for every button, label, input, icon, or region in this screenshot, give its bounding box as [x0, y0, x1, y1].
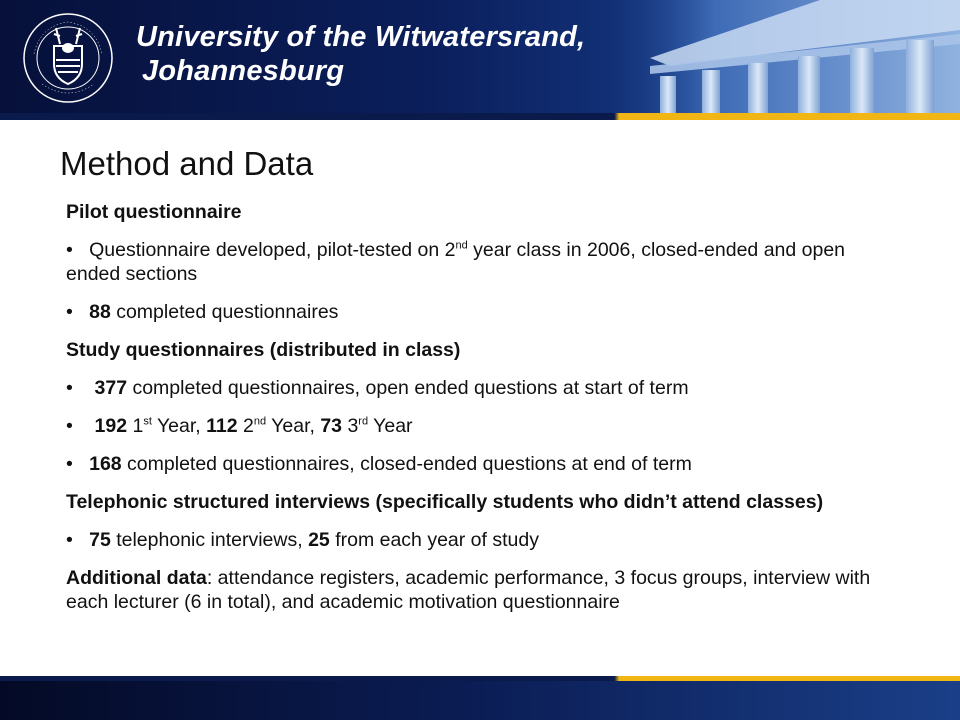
- university-name-line1: University of the Witwatersrand,: [136, 21, 586, 53]
- university-name: [136, 20, 585, 88]
- list-item: • 377 completed questionnaires, open ended questions at start of term: [66, 377, 689, 399]
- university-crest-icon: [20, 10, 116, 106]
- university-name-line2: Johannesburg: [142, 55, 345, 87]
- list-item: • 168 completed questionnaires, closed-ended questions at end of term: [66, 453, 692, 475]
- list-item: • 192 1st Year, 112 2nd Year, 73 3rd Year: [66, 415, 413, 437]
- slide-content: [66, 200, 896, 628]
- header-banner: [0, 0, 960, 113]
- university-building-columns-icon: [610, 0, 960, 113]
- section-heading-pilot: Pilot questionnaire: [66, 201, 242, 223]
- additional-data-paragraph: Additional data: attendance registers, academic performance, 3 focus groups, interview with each lecturer (6 in total), and academic motivation questionnaire: [66, 567, 871, 613]
- section-heading-study: Study questionnaires (distributed in class): [66, 339, 461, 361]
- section-heading-telephonic: Telephonic structured interviews (specifically students who didn’t attend classes): [66, 491, 824, 513]
- list-item: • 88 completed questionnaires: [66, 301, 339, 323]
- header-gold-stripe: [0, 113, 960, 120]
- slide-title: Method and Data: [60, 145, 314, 182]
- list-item: • 75 telephonic interviews, 25 from each year of study: [66, 529, 539, 551]
- footer-banner: [0, 681, 960, 720]
- list-item: • Questionnaire developed, pilot-tested on 2nd year class in 2006, closed-ended and open ended sections: [66, 239, 846, 285]
